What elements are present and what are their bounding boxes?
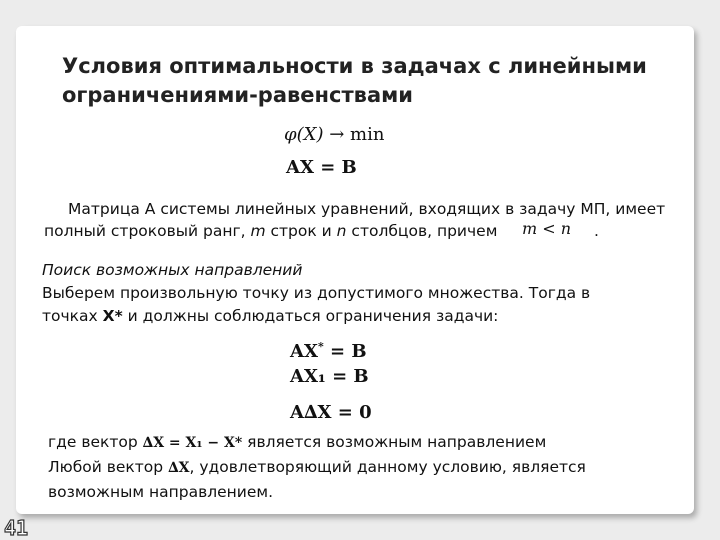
para1-n: n xyxy=(336,222,347,240)
para3-text-d: , удовлетворяющий данному условию, является xyxy=(189,458,586,476)
formula-eq1-sup: * xyxy=(317,340,324,353)
para1-text-a: полный строковый ранг, xyxy=(44,222,251,240)
formula-constraint: AX = B xyxy=(286,157,357,178)
para2-heading: Поиск возможных направлений xyxy=(42,261,303,279)
para1-text-c: столбцов, причем xyxy=(346,222,498,240)
formula-objective-phi: φ(X) xyxy=(284,124,324,145)
para3-line2 xyxy=(48,456,586,479)
para2-text-a: точках xyxy=(42,307,103,325)
formula-eq1-right: = B xyxy=(329,341,367,362)
formula-eq1 xyxy=(290,340,367,362)
formula-objective xyxy=(284,124,384,145)
para3-line3: возможным направлением. xyxy=(48,483,274,501)
para3-formula: ∆X = X₁ − X* xyxy=(142,435,243,451)
para1-line2 xyxy=(44,220,497,242)
para1-text-b: строк и xyxy=(265,222,337,240)
formula-objective-arrow: → xyxy=(329,124,345,145)
formula-eq3: A∆X = 0 xyxy=(290,402,372,423)
para3-text-a: где вектор xyxy=(48,433,138,451)
para2-text-c: и должны соблюдаться ограничения задачи: xyxy=(122,307,499,325)
para3-text-c: Любой вектор xyxy=(48,458,164,476)
para3-text-b: является возможным направлением xyxy=(247,433,547,451)
formula-eq2: AX₁ = B xyxy=(290,366,369,387)
para3-line1 xyxy=(48,431,546,454)
para1-m: m xyxy=(250,222,266,240)
para1-inequality: m < n xyxy=(522,219,572,238)
formula-eq1-left: AX xyxy=(290,341,318,362)
slide-title-line1: Условия оптимальности в задачах с линейными xyxy=(62,54,647,78)
para1-line1: Матрица А системы линейных уравнений, входящих в задачу МП, имеет xyxy=(68,200,666,218)
para2-line1: Выберем произвольную точку из допустимого множества. Тогда в xyxy=(42,284,591,302)
para2-xstar: X* xyxy=(102,307,123,325)
para2-line2 xyxy=(42,305,498,327)
slide-title-line2: ограничениями-равенствами xyxy=(62,83,413,107)
para3-formula-dx: ∆X xyxy=(168,460,190,476)
page-number: 41 xyxy=(4,516,29,540)
slide xyxy=(16,26,694,514)
para1-period: . xyxy=(594,222,599,240)
formula-objective-min: min xyxy=(350,124,385,145)
